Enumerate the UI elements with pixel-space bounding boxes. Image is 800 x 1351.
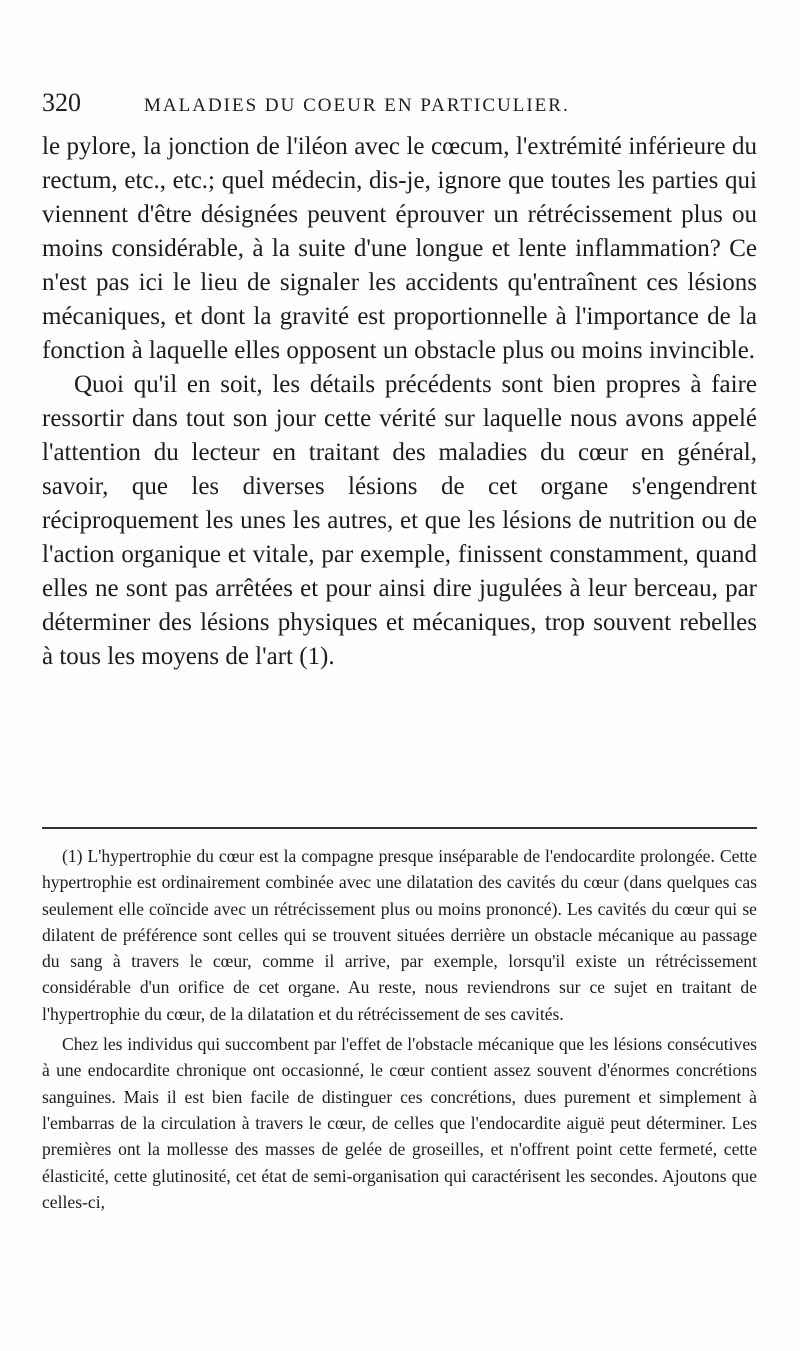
footnote-paragraph: Chez les individus qui succombent par l'effet de l'obstacle mécanique que les lésions consécutives à une endocardite chronique ont occasionné, le cœur contient assez souvent d'énormes concrétions sanguines. Mais il est bien facile de distinguer ces concrétions, dues purement et simplement à l'embarras de la circulation à travers le cœur, de celles que l'endocardite aiguë peut déterminer. Les premières ont la mollesse des masses de gelée de groseilles, et n'offrent point cette fermeté, cette élasticité, cette glutinosité, cet état de semi-organisation qui caractérisent les secondes. Ajoutons que celles-ci, <box>42 1034 757 1212</box>
page-number: 320 <box>42 88 81 117</box>
body-paragraph: Quoi qu'il en soit, les détails précédents sont bien propres à faire ressortir dans tout son jour cette vérité sur laquelle nous avons appelé l'attention du lecteur en traitant des maladies du cœur en général, savoir, que les diverses lésions de cet organe s'engendrent réciproquement les unes les autres, et que les lésions de nutrition ou de l'action organique et vitale, par exemple, finissent constamment, quand elles ne sont pas arrêtées et pour ainsi dire jugulées à leur berceau, par déterminer des lésions physiques et mécaniques, trop souvent rebelles à tous les moyens de l'art (1). <box>42 371 757 670</box>
body-paragraph: le pylore, la jonction de l'iléon avec le cœcum, l'extrémité inférieure du rectum, etc., etc.; quel médecin, dis-je, ignore que toutes les parties qui viennent d'être désignées peuvent éprouver un rétrécissement plus ou moins considérable, à la suite d'une longue et lente inflammation? Ce n'est pas ici le lieu de signaler les accidents qu'entraînent ces lésions mécaniques, et dont la gravité est proportionnelle à l'importance de la fonction à laquelle elles opposent un obstacle plus ou moins invincible. <box>42 133 757 364</box>
footnotes <box>42 843 757 1215</box>
running-title: MALADIES DU COEUR EN PARTICULIER. <box>144 95 570 116</box>
footnote-paragraph: (1) L'hypertrophie du cœur est la compagne presque inséparable de l'endocardite prolongée. Cette hypertrophie est ordinairement combinée avec une dilatation des cavités du cœur (dans quelques cas seulement elle coïncide avec un rétrécissement plus ou moins prononcé). Les cavités du cœur qui se dilatent de préférence sont celles qui se trouvent situées derrière un obstacle mécanique au passage du sang à travers le cœur, comme il arrive, par exemple, lorsqu'il existe un rétrécissement considérable d'un orifice de cet organe. Au reste, nous reviendrons sur ce sujet en traitant de l'hypertrophie du cœur, de la dilatation et du rétrécissement de ses cavités. <box>42 846 757 1024</box>
main-text <box>42 130 757 674</box>
running-head <box>42 88 762 124</box>
footnote-divider <box>42 827 757 829</box>
